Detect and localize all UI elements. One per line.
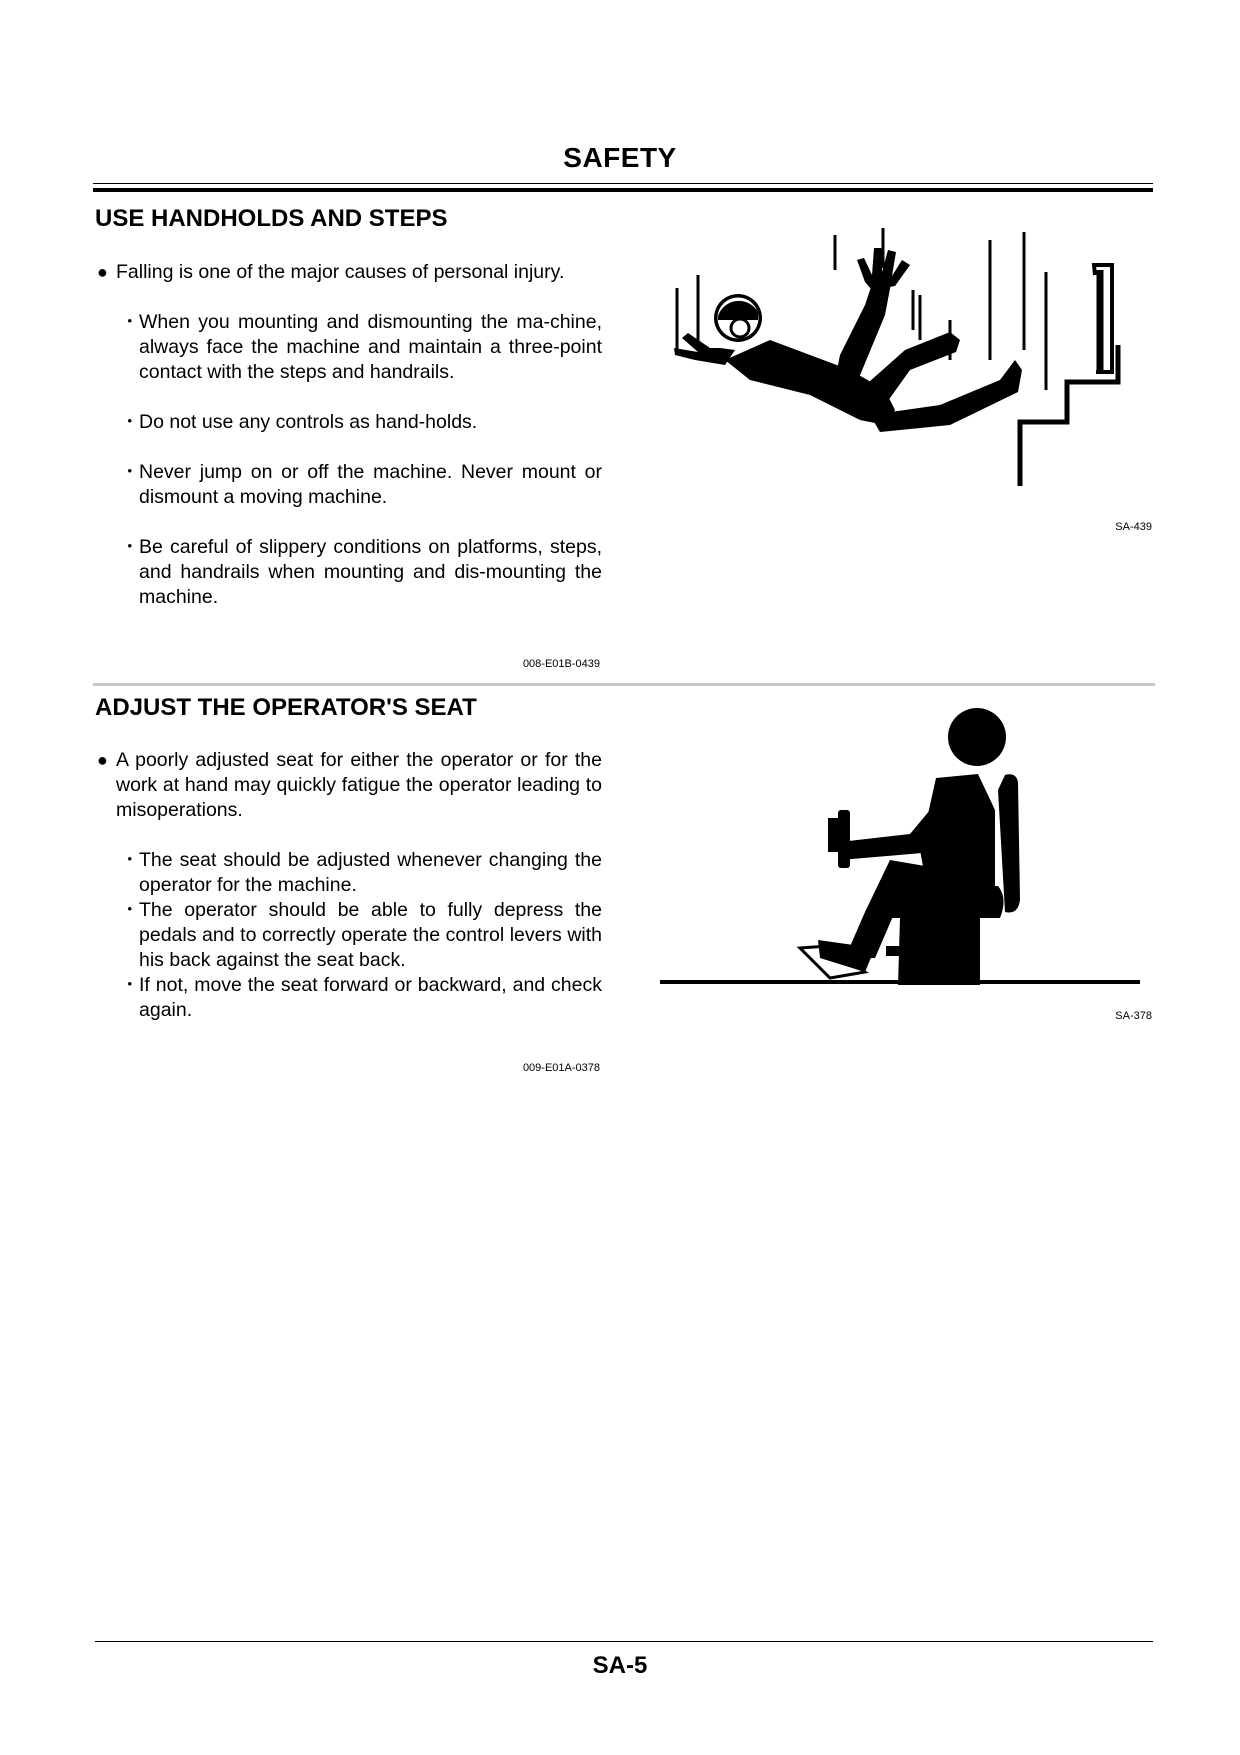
sub-marker: ・ bbox=[120, 974, 140, 996]
seated-operator-illustration bbox=[660, 700, 1140, 1000]
sub-item bbox=[120, 460, 602, 510]
header-rule-thick bbox=[93, 188, 1153, 192]
bullet-marker: ● bbox=[97, 262, 108, 282]
bullet-text: A poorly adjusted seat for either the operator or for the work at hand may quickly fatigue the operator leading to misoperations. bbox=[116, 749, 602, 821]
sub-marker: ・ bbox=[120, 461, 140, 483]
section-heading-seat: ADJUST THE OPERATOR'S SEAT bbox=[95, 694, 477, 721]
sub-item bbox=[120, 898, 602, 973]
falling-person-illustration bbox=[660, 220, 1140, 500]
section-code: 008-E01B-0439 bbox=[522, 658, 600, 670]
sub-item-text: Never jump on or off the machine. Never mount or dismount a moving machine. bbox=[139, 461, 602, 508]
bullet-item bbox=[97, 260, 602, 285]
bullet-text: Falling is one of the major causes of personal injury. bbox=[116, 261, 565, 283]
sub-item bbox=[120, 973, 602, 1023]
section-heading-handholds: USE HANDHOLDS AND STEPS bbox=[95, 205, 448, 232]
sub-item bbox=[120, 535, 602, 610]
sub-item-text: Do not use any controls as hand-holds. bbox=[139, 411, 478, 433]
bullet-marker: ● bbox=[97, 750, 108, 770]
seated-operator bbox=[800, 708, 1020, 985]
figure-code: SA-439 bbox=[1115, 521, 1152, 533]
section-code: 009-E01A-0378 bbox=[522, 1062, 600, 1074]
sub-item bbox=[120, 410, 602, 435]
sub-item-text: Be careful of slippery conditions on platforms, steps, and handrails when mounting and dis-mounting the machine. bbox=[139, 536, 602, 608]
sub-marker: ・ bbox=[120, 311, 140, 333]
section-divider bbox=[93, 683, 1155, 686]
footer-rule bbox=[95, 1641, 1153, 1642]
sub-marker: ・ bbox=[120, 411, 140, 433]
sub-item bbox=[120, 848, 602, 898]
sub-item-text: The operator should be able to fully depress the pedals and to correctly operate the control levers with his back against the seat back. bbox=[139, 899, 602, 971]
falling-person bbox=[674, 248, 1022, 432]
page-number: SA-5 bbox=[592, 1652, 648, 1679]
sub-item bbox=[120, 310, 602, 385]
sub-item-text: When you mounting and dismounting the ma-chine, always face the machine and maintain a three-point contact with the steps and handrails. bbox=[139, 311, 602, 383]
figure-code: SA-378 bbox=[1115, 1010, 1152, 1022]
header-rule-thin bbox=[93, 183, 1153, 184]
sub-marker: ・ bbox=[120, 899, 140, 921]
sub-marker: ・ bbox=[120, 536, 140, 558]
bullet-item bbox=[97, 748, 602, 823]
sub-item-text: If not, move the seat forward or backward, and check again. bbox=[139, 974, 602, 1021]
page-title: SAFETY bbox=[563, 142, 677, 173]
sub-marker: ・ bbox=[120, 849, 140, 871]
sub-item-text: The seat should be adjusted whenever changing the operator for the machine. bbox=[139, 849, 602, 896]
